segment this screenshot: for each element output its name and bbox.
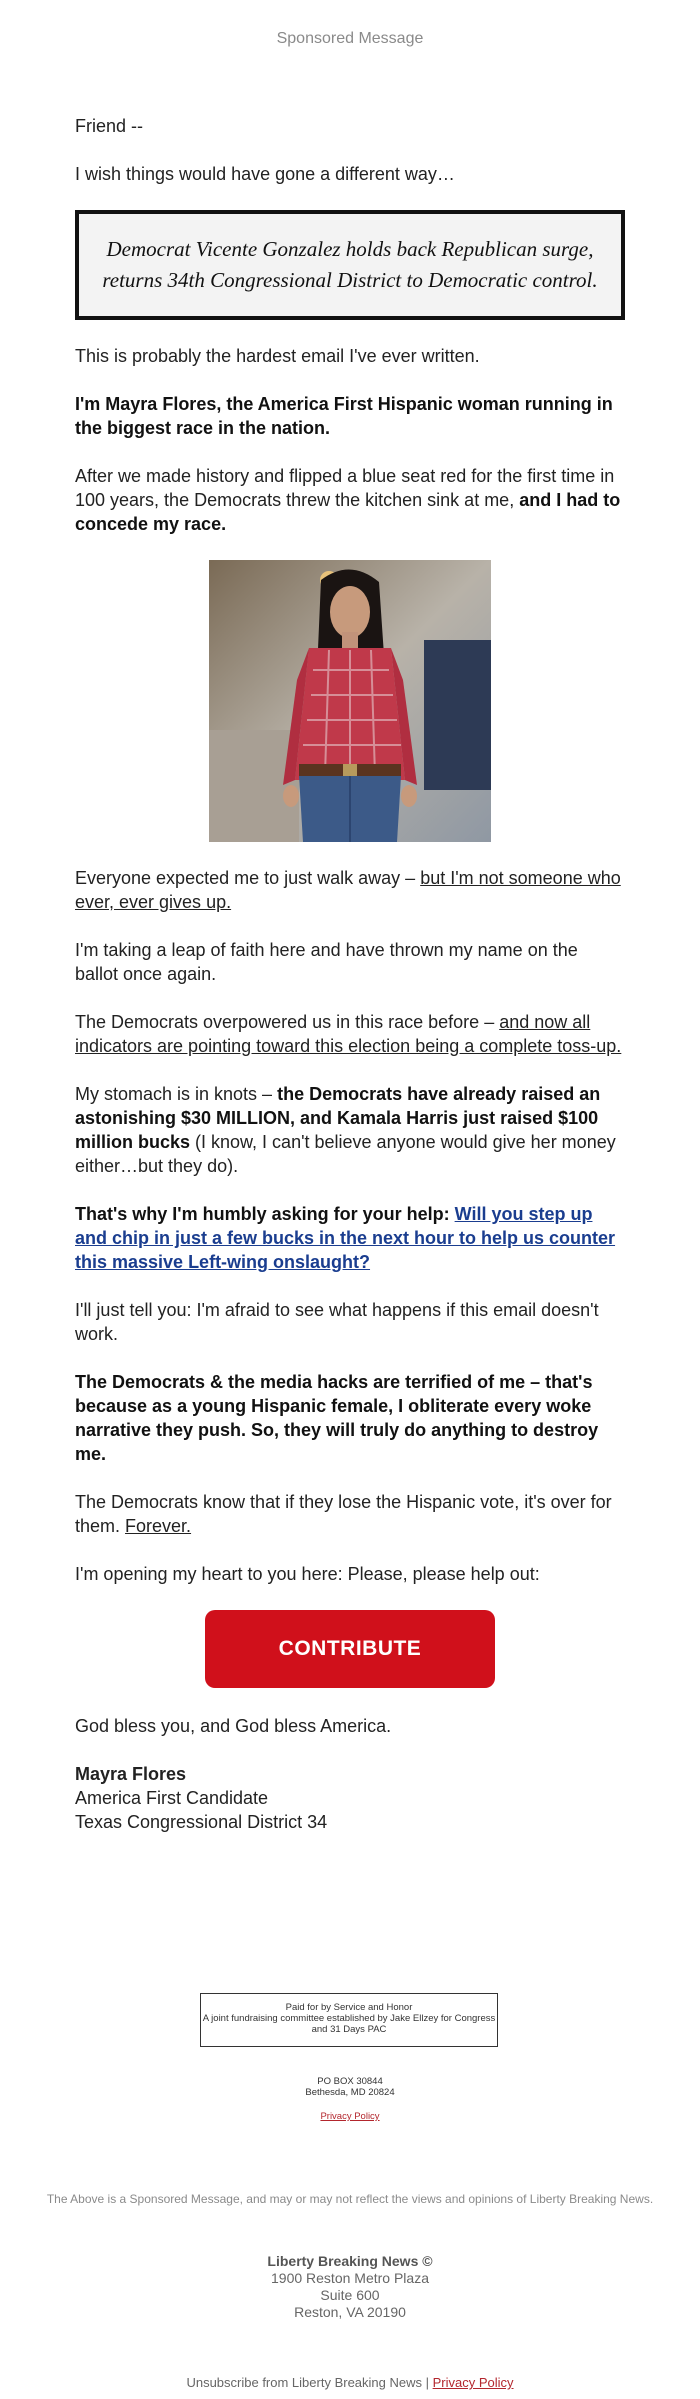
terrified-bold-text: The Democrats & the media hacks are terrified of me – that's because as a young Hispanic female, I obliterate every woke narrative they push. So, they will truly do anything to destroy me.	[75, 1372, 599, 1464]
paragraph-leap: I'm taking a leap of faith here and have thrown my name on the ballot once again.	[75, 940, 578, 984]
paragraph-walk-away	[75, 866, 625, 914]
hispanic-text: The Democrats know that if they lose the Hispanic vote, it's over for them.	[75, 1492, 612, 1536]
publisher-name-text: Liberty Breaking News ©	[267, 2253, 433, 2269]
address-line-1: 1900 Reston Metro Plaza	[271, 2270, 429, 2286]
chip-in-link[interactable]: Will you step up and chip in just a few bucks in the next hour to help us counter this massive Left-wing onslaught?	[75, 1204, 616, 1272]
email-body	[75, 114, 625, 1834]
candidate-photo-illustration	[209, 560, 491, 842]
paragraph-overpowered	[75, 1010, 625, 1058]
privacy-policy-small-container	[0, 2111, 700, 2122]
separator: |	[422, 2375, 433, 2390]
sponsored-disclaimer: The Above is a Sponsored Message, and may or may not reflect the views and opinions of Liberty Breaking News.	[46, 2192, 654, 2206]
unsubscribe-bar	[0, 2375, 700, 2390]
ask-bold-text: That's why I'm humbly asking for your help:	[75, 1204, 455, 1224]
paragraph-heart: I'm opening my heart to you here: Please, please help out:	[75, 1564, 540, 1584]
headline-quote-box: Democrat Vicente Gonzalez holds back Republican surge, returns 34th Congressional District to Democratic control.	[75, 210, 625, 320]
paragraph-terrified	[75, 1370, 625, 1466]
intro-bold-text: I'm Mayra Flores, the America First Hispanic woman running in the biggest race in the nation.	[75, 394, 613, 438]
paid-for-disclaimer-box	[200, 1993, 498, 2047]
po-city: Bethesda, MD 20824	[305, 2087, 395, 2098]
committee-line: A joint fundraising committee established by Jake Ellzey for Congress and 31 Days PAC	[202, 2013, 496, 2035]
sponsored-message-label: Sponsored Message	[276, 30, 424, 47]
privacy-policy-link[interactable]: Privacy Policy	[432, 2375, 514, 2390]
paragraph-knots	[75, 1082, 625, 1178]
history-text: After we made history and flipped a blue seat red for the first time in 100 years, the Democrats threw the kitchen sink at me,	[75, 466, 615, 510]
knots-text: My stomach is in knots –	[75, 1084, 278, 1104]
signature-name-text: Mayra Flores	[75, 1764, 187, 1784]
overpowered-underlined: and now all indicators are pointing toward this election being a complete toss-up.	[75, 1012, 622, 1056]
paragraph-hispanic	[75, 1490, 625, 1538]
signature-title: America First Candidate	[75, 1788, 269, 1808]
knots-bold-text: the Democrats have already raised an astonishing $30 MILLION, and Kamala Harris just raised $100 million bucks	[75, 1084, 601, 1152]
paid-for-line: Paid for by Service and Honor	[285, 2002, 413, 2013]
paragraph-hardest: This is probably the hardest email I've ever written.	[75, 346, 480, 366]
publisher-address	[0, 2253, 700, 2321]
paragraph-intro-bold	[75, 392, 625, 440]
publisher-name	[0, 2253, 700, 2270]
overpowered-text: The Democrats overpowered us in this race before –	[75, 1012, 500, 1032]
signature-name	[75, 1762, 625, 1786]
forever-underlined: Forever.	[125, 1516, 192, 1536]
paragraph-blessing: God bless you, and God bless America.	[75, 1716, 392, 1736]
unsubscribe-link[interactable]: Unsubscribe from Liberty Breaking News	[186, 2375, 422, 2390]
po-box: PO BOX 30844	[317, 2076, 383, 2087]
greeting: Friend --	[75, 116, 144, 136]
walk-away-text: Everyone expected me to just walk away –	[75, 868, 421, 888]
address-line-2: Suite 600	[320, 2287, 380, 2303]
paragraph-history	[75, 464, 625, 536]
signature-district: Texas Congressional District 34	[75, 1812, 328, 1832]
privacy-policy-small-link[interactable]: Privacy Policy	[320, 2111, 380, 2122]
knots-trailing-text: (I know, I can't believe anyone would give her money either…but they do).	[75, 1132, 616, 1176]
history-bold-text: and I had to concede my race.	[75, 490, 621, 534]
contribute-button[interactable]: CONTRIBUTE	[205, 1610, 495, 1688]
address-line-3: Reston, VA 20190	[294, 2304, 406, 2320]
paragraph-afraid: I'll just tell you: I'm afraid to see what happens if this email doesn't work.	[75, 1300, 599, 1344]
paragraph-ask	[75, 1202, 625, 1274]
intro-line: I wish things would have gone a different way…	[75, 164, 455, 184]
cta-container	[75, 1610, 625, 1688]
walk-away-underlined: but I'm not someone who ever, ever gives up.	[75, 868, 621, 912]
candidate-photo	[209, 560, 491, 842]
